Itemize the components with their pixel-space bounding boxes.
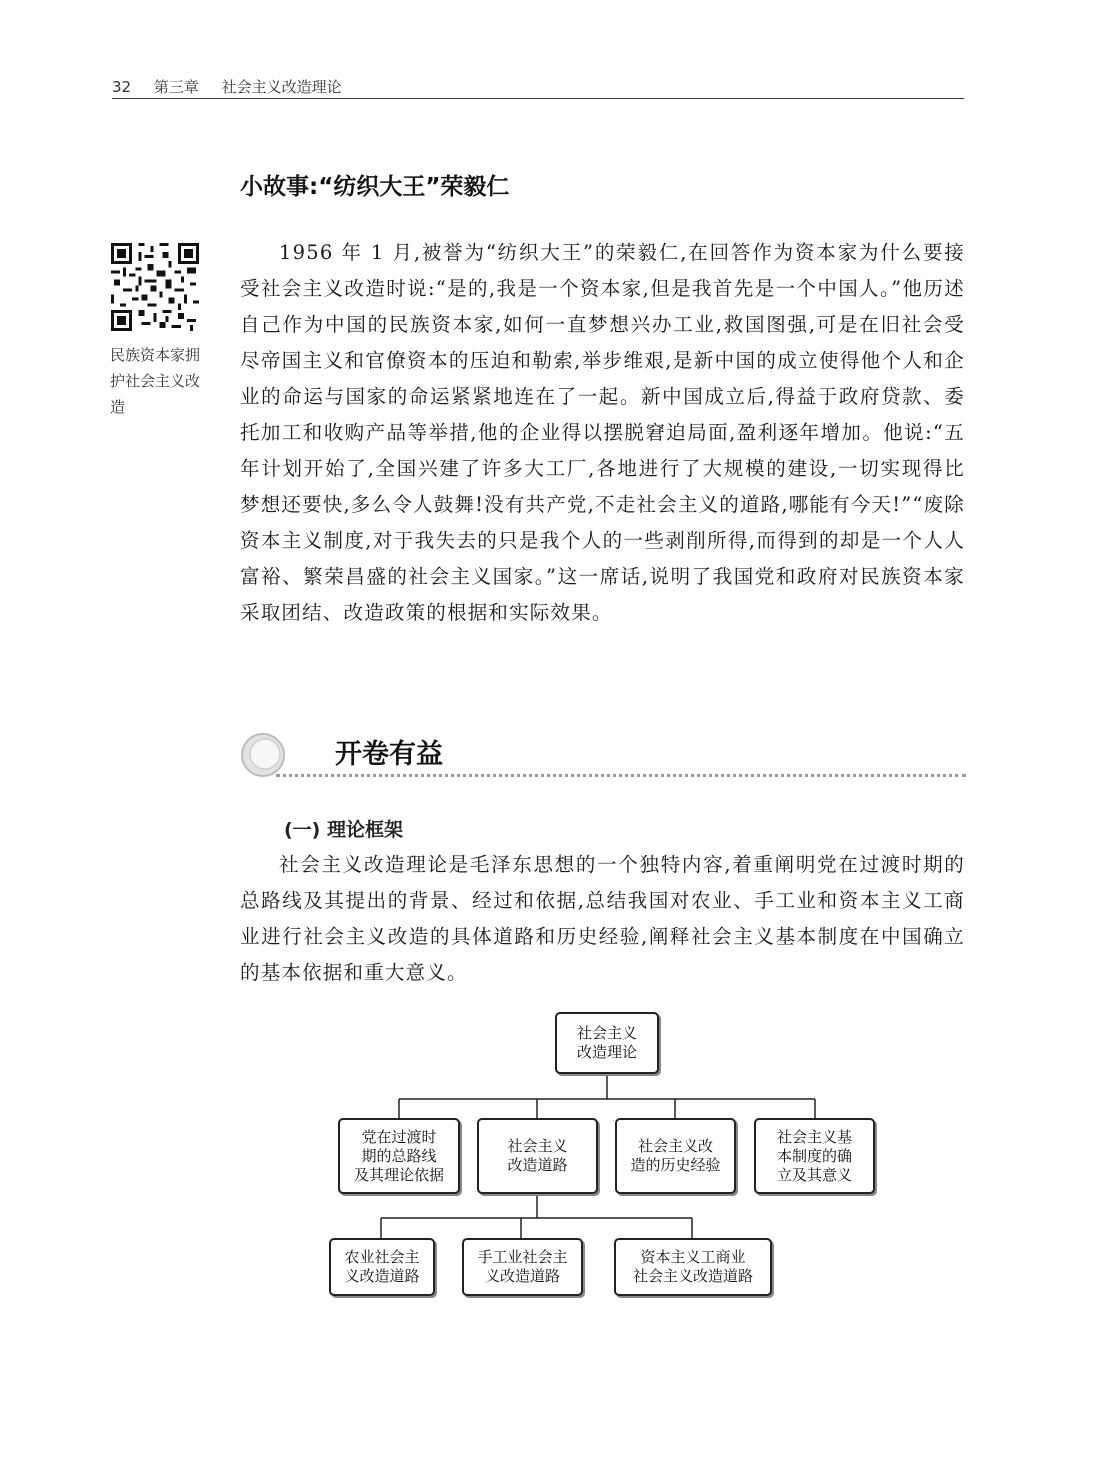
diagram-node-general-line: 党在过渡时 期的总路线 及其理论依据 <box>338 1118 460 1194</box>
qr-caption: 民族资本家拥护社会主义改造 <box>110 346 201 416</box>
diagram-node-basic-system: 社会主义基 本制度的确 立及其意义 <box>754 1118 875 1194</box>
diagram-node-handicraft: 手工业社会主 义改造道路 <box>462 1238 583 1296</box>
circle-ornament-icon <box>240 732 286 778</box>
diagram-root-node: 社会主义 改造理论 <box>555 1012 659 1074</box>
story-title: 小故事:“纺织大王”荣毅仁 <box>240 174 510 200</box>
chapter-label: 第三章 <box>153 78 199 96</box>
story-body: 1956 年 1 月,被誉为“纺织大王”的荣毅仁,在回答作为资本家为什么要接受社会主义改造时说:“是的,我是一个资本家,但是我首先是一个中国人。”他历述自己作为中国的民族资本家,如何一直梦想兴办工业,救国图强,可是在旧社会受尽帝国主义和官僚资本的压迫和勒索,举步维艰,是新中国的成立使得他个人和企业的命运与国家的命运紧紧地连在了一起。新中国成立后,得益于政府贷款、委托加工和收购产品等举措,他的企业得以摆脱窘迫局面,盈利逐年增加。他说:“五年计划开始了,全国兴建了许多大工厂,各地进行了大规模的建设,一切实现得比梦想还要快,多么令人鼓舞!没有共产党,不走社会主义的道路,哪能有今天!”“废除资本主义制度,对于我失去的只是我个人的一些剥削所得,而得到的却是一个人人富裕、繁荣昌盛的社会主义国家。”这一席话,说明了我国党和政府对民族资本家采取团结、改造政策的根据和实际效果。 <box>240 241 966 624</box>
diagram-node-historical-experience: 社会主义改 造的历史经验 <box>615 1118 736 1194</box>
diagram-node-transformation-road: 社会主义 改造道路 <box>477 1118 598 1194</box>
section-header <box>240 728 966 784</box>
diagram-node-capitalist-industry: 资本主义工商业 社会主义改造道路 <box>614 1238 772 1296</box>
running-header <box>112 76 964 99</box>
diagram-node-agriculture: 农业社会主 义改造道路 <box>329 1238 435 1296</box>
dotted-divider <box>276 774 966 777</box>
section-title: 开卷有益 <box>335 739 443 770</box>
intro-body: 社会主义改造理论是毛泽东思想的一个独特内容,着重阐明党在过渡时期的总路线及其提出的背景、经过和依据,总结我国对农业、手工业和资本主义工商业进行社会主义改造的具体道路和历史经验,阐释社会主义基本制度在中国确立的基本依据和重大意义。 <box>240 853 965 984</box>
qr-code-icon[interactable] <box>110 243 200 331</box>
page-number: 32 <box>112 78 132 96</box>
sub-heading: (一) 理论框架 <box>284 819 403 841</box>
chapter-title: 社会主义改造理论 <box>221 78 342 96</box>
